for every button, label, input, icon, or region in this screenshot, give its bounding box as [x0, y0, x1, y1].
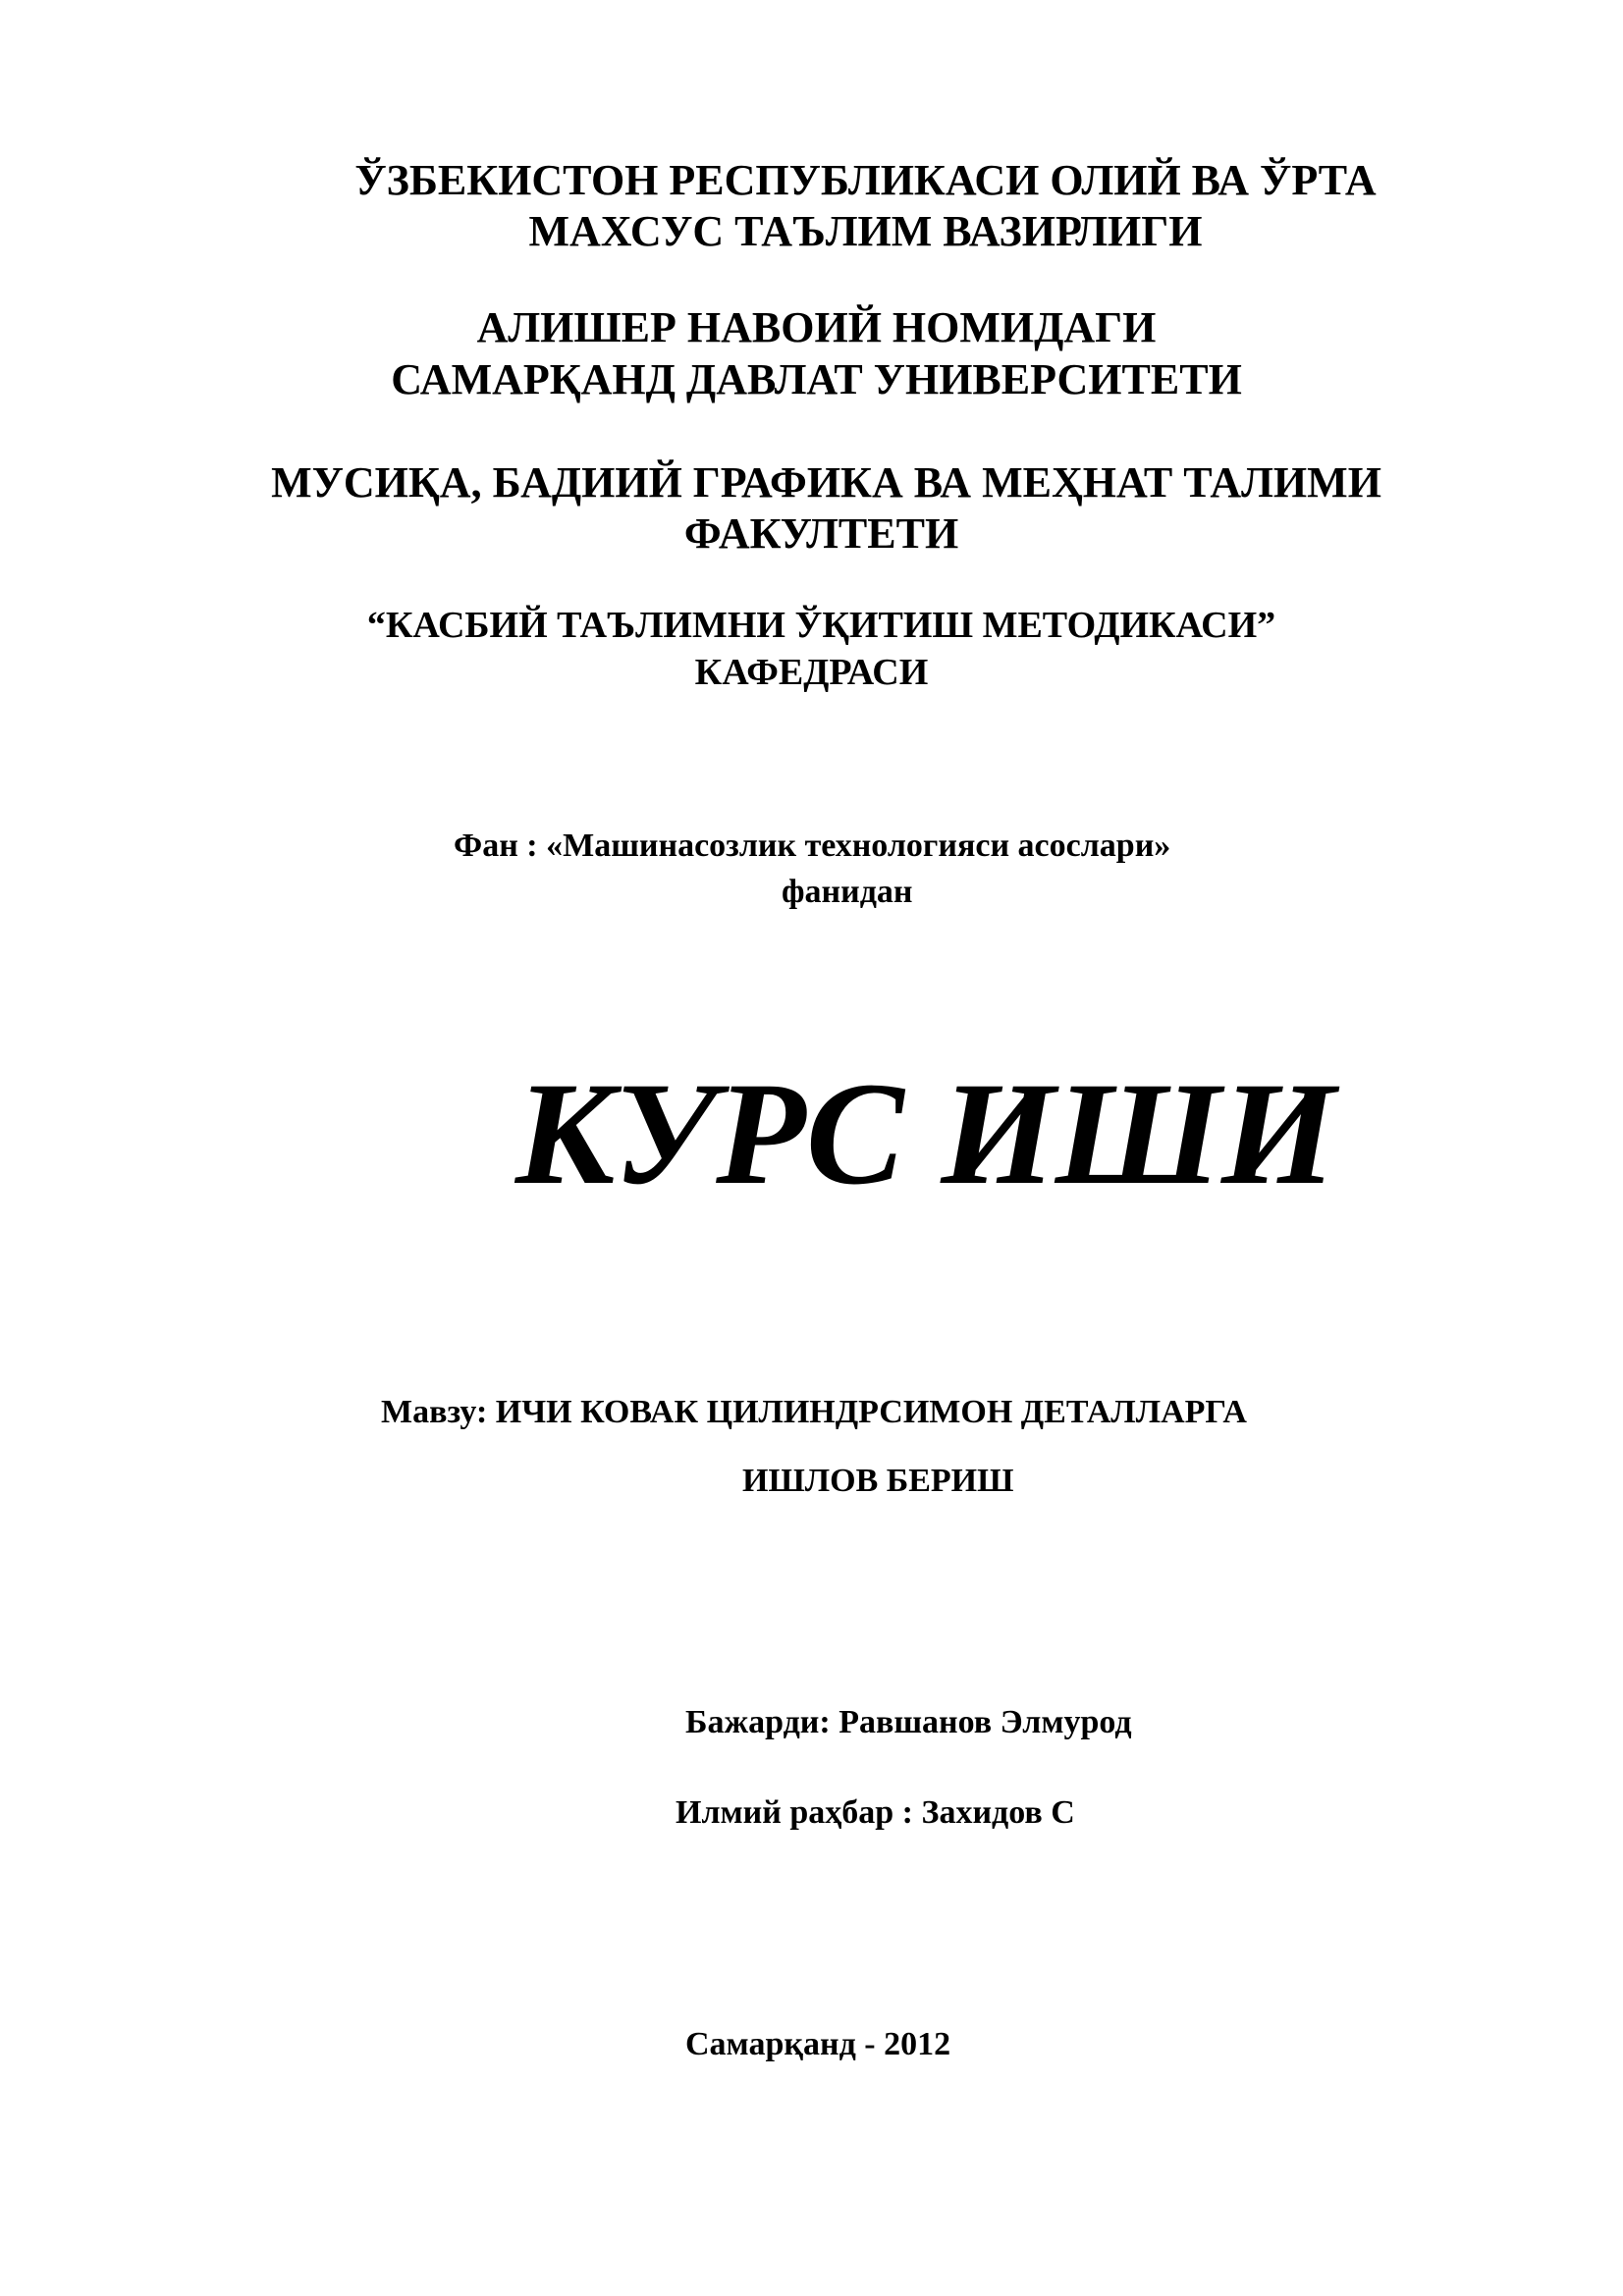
subject-line-2: фанидан — [782, 874, 913, 910]
department-line-2: КАФЕДРАСИ — [694, 652, 929, 693]
ministry-line-1: ЎЗБЕКИСТОН РЕСПУБЛИКАСИ ОЛИЙ ВА ЎРТА — [354, 156, 1377, 204]
subject-line-1: Фан : «Машинасозлик технологияси асослари» — [454, 828, 1171, 864]
faculty-line-1: МУСИҚА, БАДИИЙ ГРАФИКА ВА МЕҲНАТ ТАЛИМИ — [271, 458, 1381, 507]
faculty-line-2: ФАКУЛТЕТИ — [683, 509, 959, 558]
document-title: КУРС ИШИ — [515, 1052, 1336, 1215]
university-line-2: САМАРҚАНД ДАВЛАТ УНИВЕРСИТЕТИ — [391, 355, 1242, 403]
university-line-1: АЛИШЕР НАВОИЙ НОМИДАГИ — [476, 303, 1157, 351]
footer-city-year: Самарқанд - 2012 — [685, 2026, 951, 2062]
department-line-1: “КАСБИЙ ТАЪЛИМНИ ЎҚИТИШ МЕТОДИКАСИ” — [366, 605, 1276, 646]
supervisor-line: Илмий раҳбар : Захидов С — [676, 1794, 1075, 1831]
author-line: Бажарди: Равшанов Элмурод — [685, 1704, 1132, 1740]
topic-line-1: Мавзу: ИЧИ КОВАК ЦИЛИНДРСИМОН ДЕТАЛЛАРГА — [381, 1394, 1247, 1430]
topic-line-2: ИШЛОВ БЕРИШ — [742, 1463, 1014, 1499]
ministry-line-2: МАХСУС ТАЪЛИМ ВАЗИРЛИГИ — [528, 207, 1203, 255]
